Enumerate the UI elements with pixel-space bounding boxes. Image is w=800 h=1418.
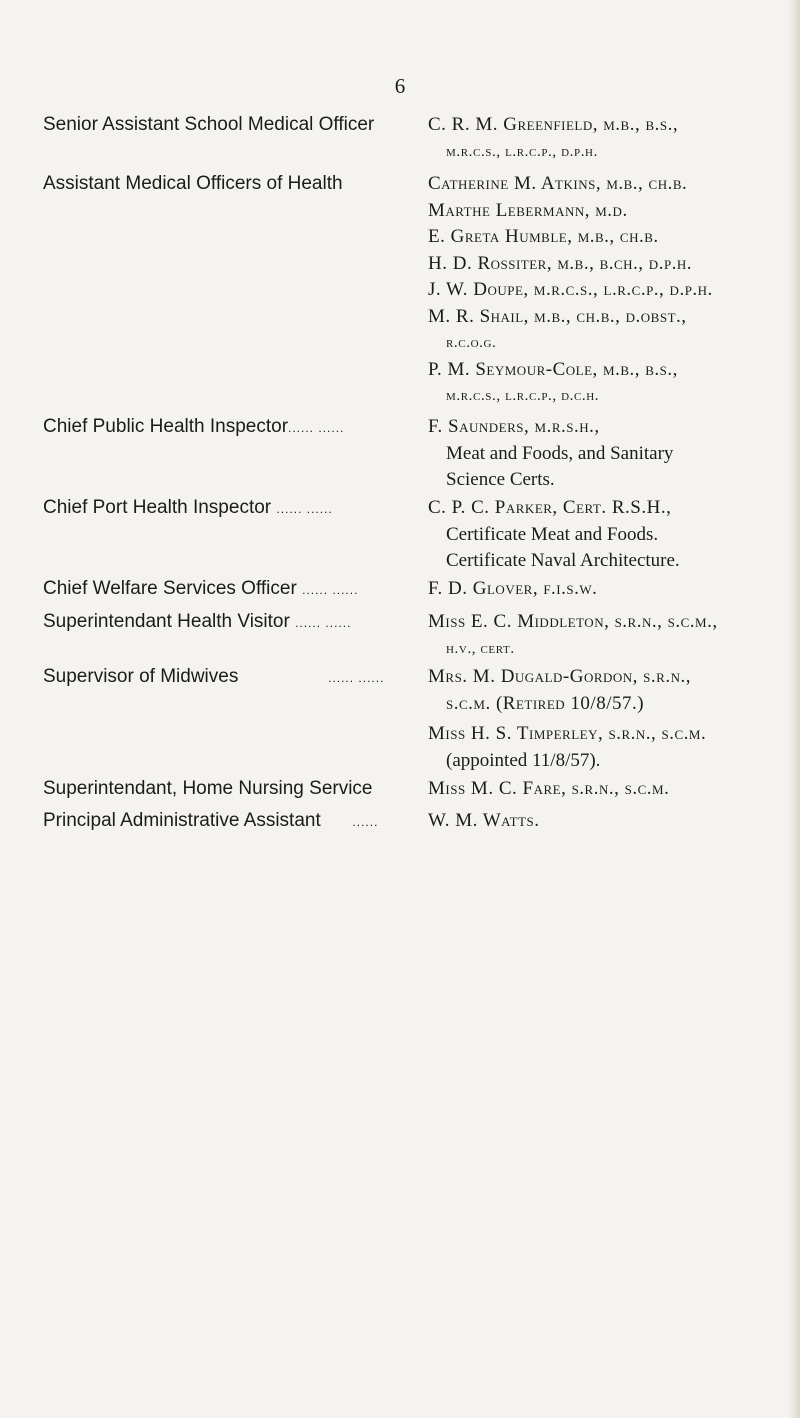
officer-line: E. Greta Humble, m.b., ch.b. bbox=[428, 226, 659, 247]
role-label bbox=[43, 495, 413, 522]
officer-line: F. Saunders, m.r.s.h., bbox=[428, 416, 600, 437]
officer-line: F. D. Glover, f.i.s.w. bbox=[428, 578, 598, 599]
officer-line: W. M. Watts. bbox=[428, 810, 540, 831]
officer-line: Certificate Naval Architecture. bbox=[446, 550, 680, 571]
officer-names bbox=[428, 576, 788, 603]
officer-line: h.v., cert. bbox=[446, 640, 515, 657]
role-label bbox=[43, 112, 413, 138]
dot-leader: ...... ...... bbox=[302, 583, 359, 597]
officer-line: Catherine M. Atkins, m.b., ch.b. bbox=[428, 173, 688, 194]
officer-line: Miss H. S. Timperley, s.r.n., s.c.m. bbox=[428, 723, 707, 744]
officer-line: P. M. Seymour-Cole, m.b., b.s., bbox=[428, 358, 678, 380]
officer-line: m.r.c.s., l.r.c.p., d.c.h. bbox=[446, 388, 600, 404]
officer-line: J. W. Doupe, m.r.c.s., l.r.c.p., d.p.h. bbox=[428, 279, 713, 300]
role-text: Superintendant Health Visitor bbox=[43, 611, 290, 632]
officer-line: Science Certs. bbox=[446, 469, 555, 490]
role-label bbox=[43, 776, 413, 802]
officer-names bbox=[428, 776, 788, 803]
role-text: Supervisor of Midwives bbox=[43, 666, 239, 687]
officer-line: Miss M. C. Fare, s.r.n., s.c.m. bbox=[428, 778, 670, 799]
role-label bbox=[43, 808, 413, 835]
dot-leader: ...... bbox=[352, 815, 379, 829]
role-label bbox=[43, 664, 413, 691]
role-text: Chief Public Health Inspector bbox=[43, 416, 289, 437]
officer-line: Marthe Lebermann, m.d. bbox=[428, 199, 628, 221]
role-text: Superintendant, Home Nursing Service bbox=[43, 778, 373, 799]
officer-line: m.r.c.s., l.r.c.p., d.p.h. bbox=[446, 143, 598, 160]
role-label bbox=[43, 171, 413, 197]
role-text: Senior Assistant School Medical Officer bbox=[43, 114, 375, 135]
officer-names bbox=[428, 414, 788, 494]
officer-line: r.c.o.g. bbox=[446, 335, 497, 351]
officer-line: (appointed 11/8/57). bbox=[446, 749, 601, 771]
role-text: Chief Port Health Inspector bbox=[43, 497, 272, 518]
dot-leader: ...... ...... bbox=[328, 671, 385, 685]
officer-names bbox=[428, 112, 788, 165]
officer-names bbox=[428, 171, 788, 410]
officer-names bbox=[428, 495, 788, 575]
officer-names bbox=[428, 808, 788, 835]
officer-line: Meat and Foods, and Sanitary bbox=[446, 442, 674, 464]
officer-line: Miss E. C. Middleton, s.r.n., s.c.m., bbox=[428, 611, 718, 632]
officer-line: M. R. Shail, m.b., ch.b., d.obst., bbox=[428, 305, 687, 327]
officer-line: C. R. M. Greenfield, m.b., b.s., bbox=[428, 114, 679, 135]
officer-names bbox=[428, 609, 788, 662]
officer-names bbox=[428, 664, 788, 774]
officer-line: C. P. C. Parker, Cert. R.S.H., bbox=[428, 497, 672, 518]
role-label bbox=[43, 576, 413, 603]
role-text: Chief Welfare Services Officer bbox=[43, 578, 297, 599]
dot-leader: ...... ...... bbox=[276, 502, 333, 516]
dot-leader: ...... ...... bbox=[295, 616, 352, 630]
role-text: Assistant Medical Officers of Health bbox=[43, 173, 343, 194]
role-text: Principal Administrative Assistant bbox=[43, 810, 321, 831]
role-label bbox=[43, 414, 413, 441]
role-label bbox=[43, 609, 413, 636]
officer-line: H. D. Rossiter, m.b., b.ch., d.p.h. bbox=[428, 252, 693, 274]
officer-line: Certificate Meat and Foods. bbox=[446, 523, 659, 545]
page-edge-shadow bbox=[788, 0, 800, 1418]
dot-leader: ...... ...... bbox=[288, 421, 345, 435]
officer-line: s.c.m. (Retired 10/8/57.) bbox=[446, 692, 645, 714]
officer-line: Mrs. M. Dugald-Gordon, s.r.n., bbox=[428, 666, 691, 687]
page-number: 6 bbox=[394, 74, 406, 98]
